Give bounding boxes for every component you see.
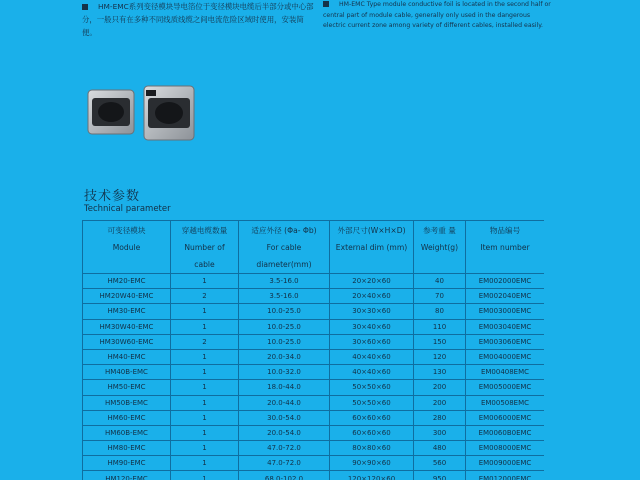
column-header-line [414,256,465,273]
table-cell: 1 [171,274,239,289]
table-row [83,365,545,380]
table-cell: 20.0-54.0 [239,425,330,440]
column-header-line [330,256,413,273]
table-cell: 30.0-54.0 [239,410,330,425]
table-cell: 40 [414,274,466,289]
table-cell: 480 [414,441,466,456]
column-header-line [466,256,544,273]
column-header-line: 穿越电缆数量 [181,225,228,235]
table-cell: 950 [414,471,466,480]
column-header-line: Number of [184,242,225,252]
table-cell: 60×60×60 [330,425,414,440]
column-header [171,221,239,274]
table-cell: 10.0-25.0 [239,304,330,319]
table-cell: 1 [171,456,239,471]
table-cell: HM30-EMC [83,304,171,319]
column-header-line [83,256,170,273]
column-header-line: 适应外径 (Φa- Φb) [251,225,317,235]
table-cell: EM003060EMC [466,334,545,349]
bullet-square-icon [323,1,329,7]
intro-en-body: HM-EMC Type module conductive foil is located in the second half or central part of module cable, generally only used in the dangerous electric current zone among variety of different cables, installed easily. [323,1,551,29]
table-cell: 10.0-25.0 [239,319,330,334]
table-cell: 200 [414,395,466,410]
table-cell: 80 [414,304,466,319]
table-cell: 20×40×60 [330,289,414,304]
column-header-line: For cable [266,242,302,252]
table-cell: 200 [414,380,466,395]
table-cell: 1 [171,380,239,395]
table-cell: EM00408EMC [466,365,545,380]
column-header-line: Item number [480,242,530,252]
column-header-line: 物品编号 [489,225,521,235]
table-cell: 2 [171,334,239,349]
table-cell: 70 [414,289,466,304]
table-cell: EM003000EMC [466,304,545,319]
table-cell: 120×120×60 [330,471,414,480]
column-header-line: cable [194,259,215,269]
table-cell: 300 [414,425,466,440]
table-cell: 1 [171,304,239,319]
table-cell: 1 [171,441,239,456]
table-cell: 40×40×60 [330,365,414,380]
column-header-line: 可变径模块 [107,225,146,235]
table-cell: EM005000EMC [466,380,545,395]
table-header-row [83,221,545,274]
table-cell: 18.0-44.0 [239,380,330,395]
table-cell: 60×60×60 [330,410,414,425]
table-cell: 280 [414,410,466,425]
table-cell: 150 [414,334,466,349]
table-cell: EM002040EMC [466,289,545,304]
intro-cn-body: HM-EMC系列变径模块导电箔位于变径模块电缆后半部分或中心部分，一般只有在多种不同线质线缆之间电流危险区域时使用，安装简便。 [82,2,314,37]
column-header-line: Weight(g) [420,242,459,252]
table-cell: EM00508EMC [466,395,545,410]
table-cell: HM30W60-EMC [83,334,171,349]
table-cell: 130 [414,365,466,380]
table-cell: 80×80×60 [330,441,414,456]
table-cell: EM004000EMC [466,349,545,364]
table-row [83,395,545,410]
table-cell: HM20-EMC [83,274,171,289]
table-cell: HM40-EMC [83,349,171,364]
emc-module-product-image [82,80,200,150]
table-cell: EM006000EMC [466,410,545,425]
table-cell: HM50-EMC [83,380,171,395]
table-cell: 47.0-72.0 [239,456,330,471]
column-header-line: 参考重 量 [423,225,456,235]
intro-chinese-text [82,0,314,39]
column-header [83,221,171,274]
table-cell: 68.0-102.0 [239,471,330,480]
table-row [83,471,545,480]
table-cell: 30×30×60 [330,304,414,319]
table-row [83,289,545,304]
table-row [83,334,545,349]
table-row [83,349,545,364]
table-cell: 30×40×60 [330,319,414,334]
table-cell: 40×40×60 [330,349,414,364]
table-row [83,274,545,289]
technical-parameter-table [82,220,544,480]
table-cell: 50×50×60 [330,380,414,395]
table-row [83,441,545,456]
table-cell: EM009000EMC [466,456,545,471]
column-header-line: Module [112,242,141,252]
table-cell: 20.0-34.0 [239,349,330,364]
table-cell: HM60-EMC [83,410,171,425]
table-cell: HM20W40-EMC [83,289,171,304]
column-header-line: 外部尺寸(W×H×D) [337,225,406,235]
table-cell: 3.5-16.0 [239,289,330,304]
table-cell: HM90-EMC [83,456,171,471]
table-cell: HM50B-EMC [83,395,171,410]
column-header [330,221,414,274]
table-cell: 560 [414,456,466,471]
table-body [83,274,545,480]
table-cell: HM40B-EMC [83,365,171,380]
table-row [83,319,545,334]
table-cell: 47.0-72.0 [239,441,330,456]
column-header [239,221,330,274]
table-row [83,304,545,319]
table-cell: 3.5-16.0 [239,274,330,289]
table-cell: HM120-EMC [83,471,171,480]
column-header-line: External dim (mm) [335,242,408,252]
section-title-cn: 技术参数 [84,189,141,204]
table-cell: 2 [171,289,239,304]
table-cell: 120 [414,349,466,364]
bullet-square-icon [82,4,88,10]
table-cell: 1 [171,471,239,480]
table-cell: 1 [171,319,239,334]
table-cell: HM60B-EMC [83,425,171,440]
column-header-line: diameter(mm) [256,259,312,269]
column-header [466,221,545,274]
table-cell: EM0060B0EMC [466,425,545,440]
table-cell: 50×50×60 [330,395,414,410]
table-cell: HM30W40-EMC [83,319,171,334]
table-row [83,410,545,425]
table-cell: EM012000EMC [466,471,545,480]
table-cell: 110 [414,319,466,334]
table-cell: 1 [171,365,239,380]
table-cell: EM008000EMC [466,441,545,456]
table-cell: 10.0-32.0 [239,365,330,380]
table-cell: 1 [171,425,239,440]
table-row [83,456,545,471]
table-cell: 20.0-44.0 [239,395,330,410]
column-header [414,221,466,274]
table-cell: EM003040EMC [466,319,545,334]
table-cell: HM80-EMC [83,441,171,456]
table-cell: 10.0-25.0 [239,334,330,349]
intro-english-text [323,0,551,32]
table-cell: 1 [171,410,239,425]
table-cell: 20×20×60 [330,274,414,289]
table-cell: 90×90×60 [330,456,414,471]
table-row [83,425,545,440]
section-title-en: Technical parameter [84,204,171,214]
table-cell: 30×60×60 [330,334,414,349]
table-row [83,380,545,395]
table-cell: EM002000EMC [466,274,545,289]
table-cell: 1 [171,349,239,364]
table-cell: 1 [171,395,239,410]
